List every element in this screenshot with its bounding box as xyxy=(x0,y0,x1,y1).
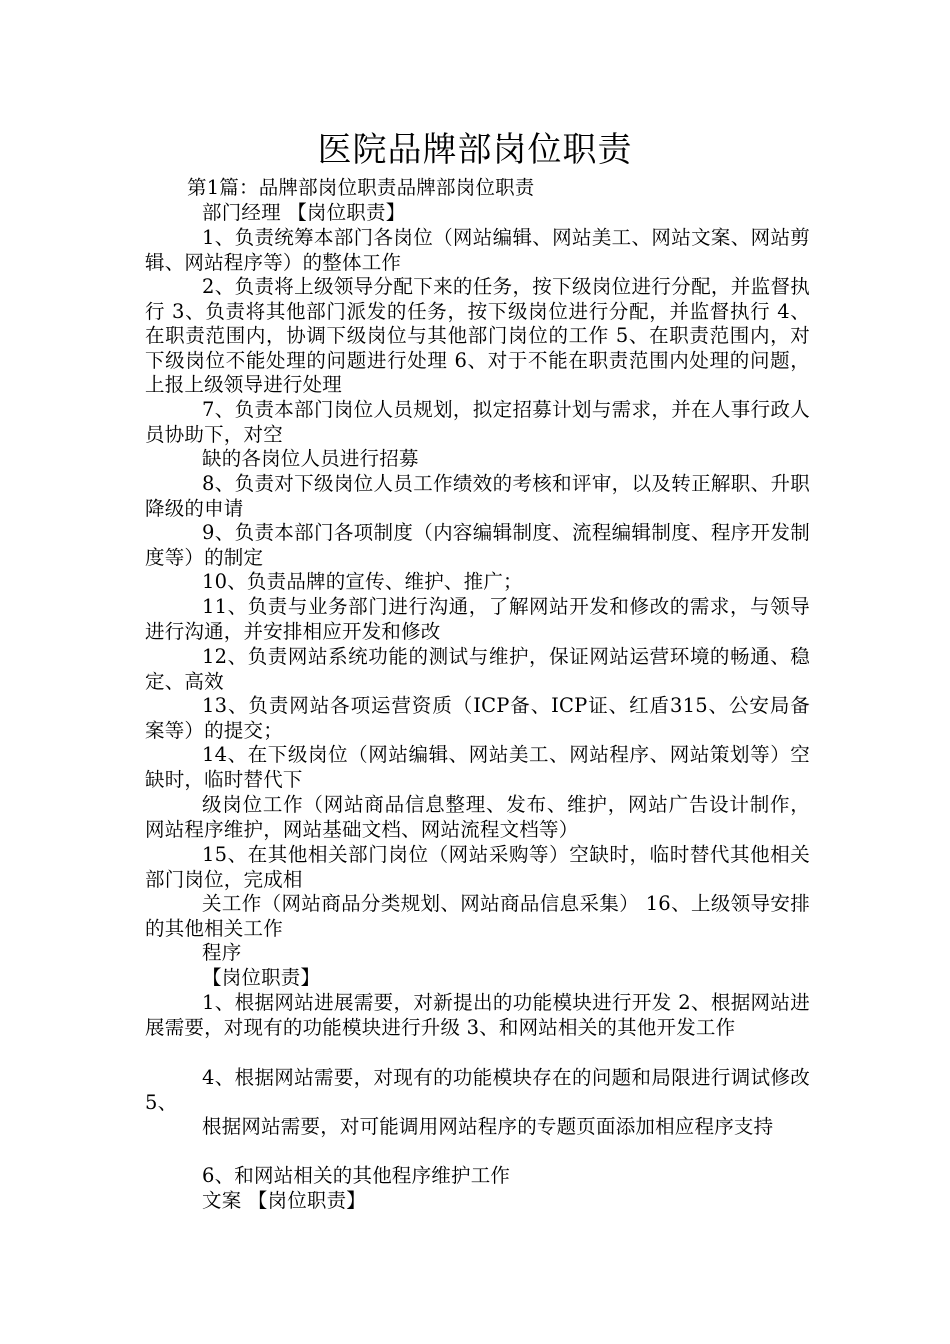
section-heading-program: 程序 xyxy=(202,941,242,964)
paragraph: 12、负责网站系统功能的测试与维护，保证网站运营环境的畅通、稳定、高效 xyxy=(145,645,810,693)
paragraph: 13、负责网站各项运营资质（ICP备、ICP证、红盾315、公安局备案等）的提交； xyxy=(145,694,810,742)
paragraph: 7、负责本部门岗位人员规划，拟定招募计划与需求，并在人事行政人员协助下，对空 xyxy=(145,398,810,446)
paragraph: 级岗位工作（网站商品信息整理、发布、维护，网站广告设计制作，网站程序维护，网站基础文档、网站流程文档等） xyxy=(145,793,810,841)
paragraph: 8、负责对下级岗位人员工作绩效的考核和评审，以及转正解职、升职降级的申请 xyxy=(145,472,810,520)
paragraph: 15、在其他相关部门岗位（网站采购等）空缺时，临时替代其他相关部门岗位，完成相 xyxy=(145,843,810,891)
paragraph: 根据网站需要，对可能调用网站程序的专题页面添加相应程序支持 xyxy=(202,1115,774,1138)
section-heading-copywriter: 文案 【岗位职责】 xyxy=(202,1189,366,1212)
paragraph: 9、负责本部门各项制度（内容编辑制度、流程编辑制度、程序开发制度等）的制定 xyxy=(145,521,810,569)
section-subheading: 【岗位职责】 xyxy=(202,966,321,989)
chapter-heading: 第1篇：品牌部岗位职责品牌部岗位职责 xyxy=(187,176,535,199)
paragraph: 缺的各岗位人员进行招募 xyxy=(202,447,419,470)
document-title: 医院品牌部岗位职责 xyxy=(317,130,633,170)
paragraph: 4、根据网站需要，对现有的功能模块存在的问题和局限进行调试修改 5、 xyxy=(145,1066,810,1114)
paragraph: 1、负责统筹本部门各岗位（网站编辑、网站美工、网站文案、网站剪辑、网站程序等）的整体工作 xyxy=(145,226,810,274)
paragraph: 1、根据网站进展需要，对新提出的功能模块进行开发 2、根据网站进展需要，对现有的功能模块进行升级 3、和网站相关的其他开发工作 xyxy=(145,991,810,1039)
paragraph: 14、在下级岗位（网站编辑、网站美工、网站程序、网站策划等）空缺时，临时替代下 xyxy=(145,743,810,791)
paragraph: 关工作（网站商品分类规划、网站商品信息采集） 16、上级领导安排的其他相关工作 xyxy=(145,892,810,940)
paragraph: 10、负责品牌的宣传、维护、推广； xyxy=(202,570,523,593)
paragraph: 2、负责将上级领导分配下来的任务，按下级岗位进行分配，并监督执行 3、负责将其他部门派发的任务，按下级岗位进行分配，并监督执行 4、在职责范围内，协调下级岗位与其他部门岗位的工作 5、在职责范围内，对下级岗位不能处理的问题进行处理 6、对于不能在职责范围内处理的问题，上报上级领导进行处理 xyxy=(145,275,810,396)
paragraph: 6、和网站相关的其他程序维护工作 xyxy=(202,1164,511,1187)
section-heading-manager: 部门经理 【岗位职责】 xyxy=(202,201,406,224)
paragraph: 11、负责与业务部门进行沟通，了解网站开发和修改的需求，与领导进行沟通，并安排相应开发和修改 xyxy=(145,595,810,643)
